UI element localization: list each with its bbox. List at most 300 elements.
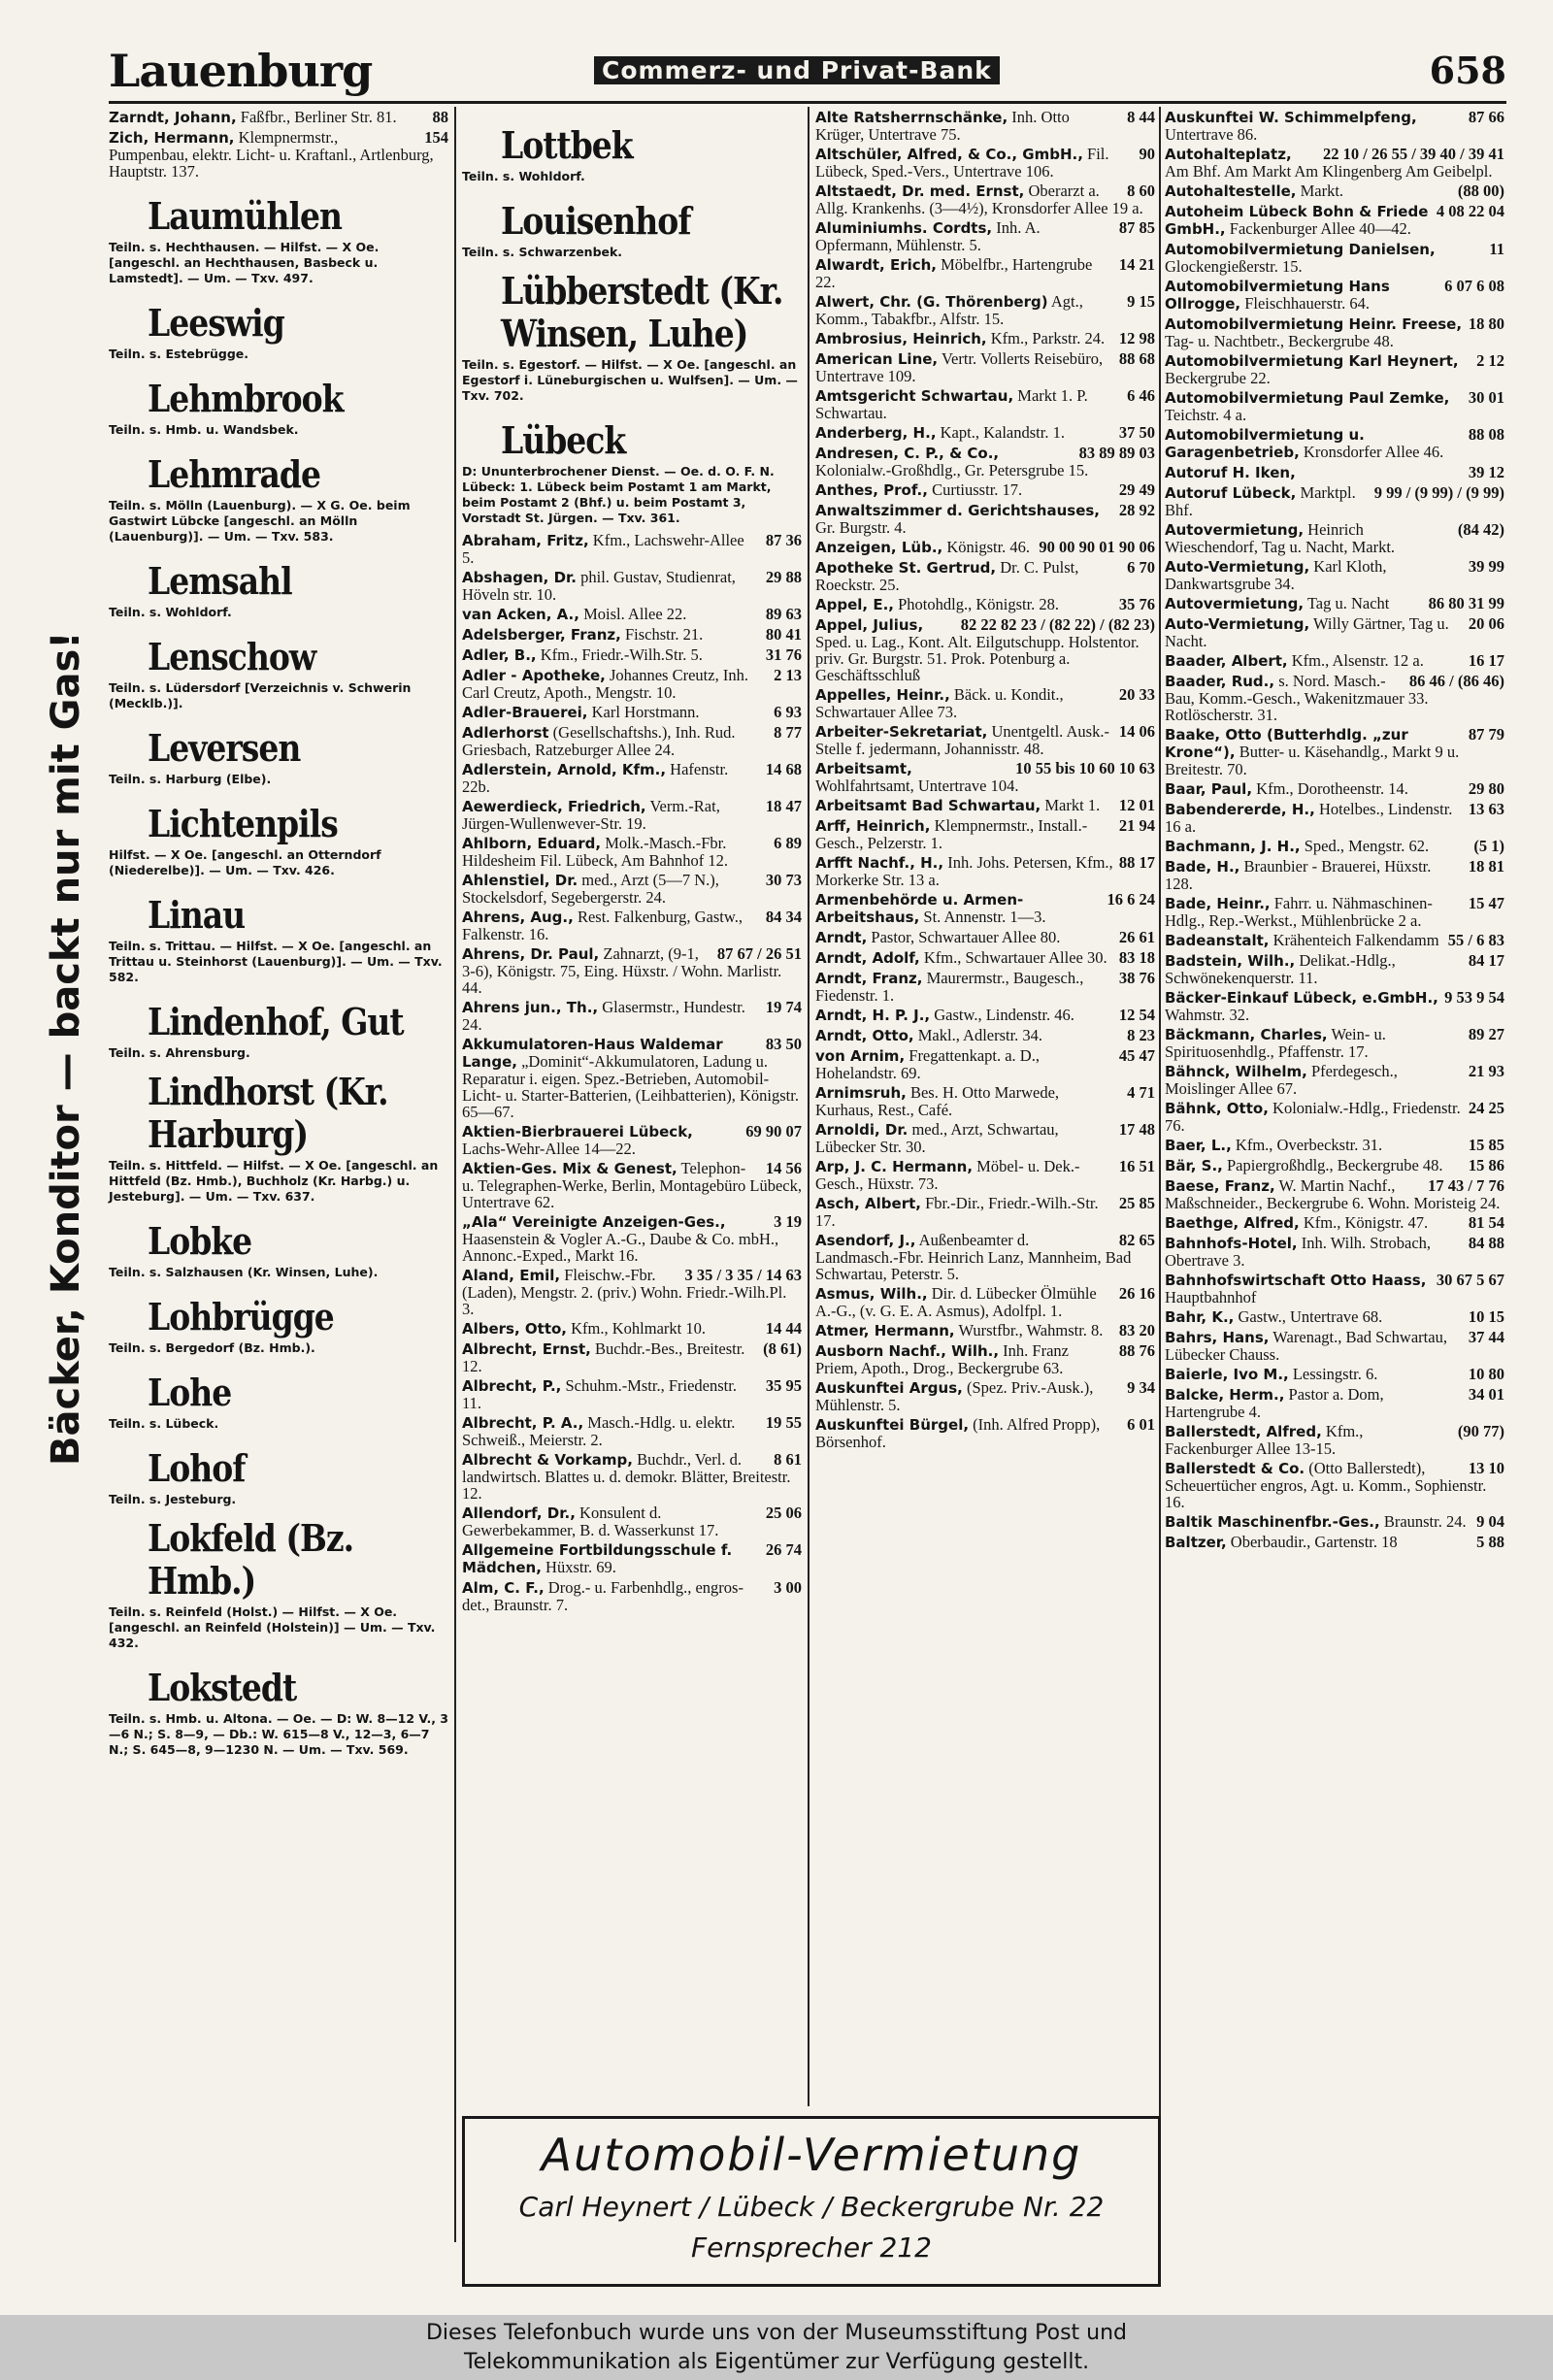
listing-description: Möbel- u. Dek.-Gesch., Hüxstr. 73. [815, 1157, 1080, 1193]
listing-entry [815, 350, 1155, 384]
listing-entry [815, 146, 1155, 180]
place-heading: Lemsahl [148, 559, 292, 603]
listing-number: 90 [1139, 145, 1155, 163]
listing-name: Adelsberger, Franz, [462, 626, 621, 644]
listing-number: 30 01 [1468, 388, 1504, 407]
listing-number: 14 44 [765, 1319, 802, 1338]
listing-description: Braunstr. 24. [1383, 1512, 1467, 1531]
listing-number: 69 90 07 [745, 1122, 802, 1140]
listing-number: 8 23 [1127, 1026, 1155, 1044]
column-divider-1 [454, 107, 456, 2242]
listing-entry [815, 1047, 1155, 1081]
listing-entry [1165, 726, 1504, 777]
listing-description: St. Annenstr. 1—3. [923, 908, 1046, 926]
listing-name: Abshagen, Dr. [462, 569, 577, 586]
listing-number: 87 67 / 26 51 [716, 944, 802, 963]
listing-name: Albrecht & Vorkamp, [462, 1451, 633, 1469]
listing-number: 87 79 [1468, 725, 1504, 744]
listing-description: Kfm., Kohlmarkt 10. [571, 1319, 706, 1338]
listing-number: 18 80 [1468, 314, 1504, 333]
listing-name: Atmer, Hermann, [815, 1322, 955, 1339]
listing-entry [815, 1322, 1155, 1339]
listing-number: 86 46 / (86 46) [1408, 672, 1504, 690]
place-info: Teiln. s. Wohldorf. [109, 605, 232, 619]
listing-entry [815, 293, 1155, 327]
listing-entry [462, 1579, 802, 1613]
listing-entry [815, 686, 1155, 720]
listing-number: 39 12 [1468, 463, 1504, 481]
listing-number: (8 61) [763, 1339, 802, 1358]
listing-description: Am Bhf. Am Markt Am Klingenberg Am Geibelpl. [1165, 162, 1493, 181]
listing-description: (Spez. Priv.-Ausk.), Mühlenstr. 5. [815, 1378, 1094, 1414]
listing-description: Fleischhauerstr. 64. [1244, 294, 1370, 313]
listing-entry [815, 760, 1155, 794]
listing-name: Abraham, Fritz, [462, 532, 589, 549]
listing-number: 154 [424, 128, 448, 147]
place-heading: Lübeck [501, 418, 626, 462]
listing-name: Amtsgericht Schwartau, [815, 387, 1014, 405]
listing-name: Bade, Heinr., [1165, 895, 1271, 912]
place-heading: Lottbek [501, 123, 633, 167]
listing-description: Fbr.-Dir., Friedr.-Wilh.-Str. 17. [815, 1194, 1099, 1230]
listing-description: Warenagt., Bad Schwartau, Lübecker Chauss. [1165, 1328, 1447, 1364]
listing-description: Dr. C. Pulst, Roeckstr. 25. [815, 558, 1079, 594]
listing-name: Arp, J. C. Hermann, [815, 1158, 974, 1175]
listing-name: Arndt, Adolf, [815, 949, 920, 967]
listing-description: Haasenstein & Vogler A.-G., Daube & Co. mbH., Annonc.-Exped., Markt 16. [462, 1230, 779, 1265]
place-info: Teiln. s. Estebrügge. [109, 347, 249, 361]
listing-name: Baake, Otto (Butterhdlg. „zur Krone“), [1165, 726, 1408, 761]
listing-entry [1165, 1460, 1504, 1510]
listing-entry [462, 835, 802, 869]
listing-name: Babendererde, H., [1165, 801, 1315, 818]
footer-notice [0, 2315, 1553, 2380]
footer-line-2: Telekommunikation als Eigentümer zur Verfügung gestellt. [463, 2350, 1090, 2374]
listing-description: Konsulent d. Gewerbekammer, B. d. Wasserkunst 17. [462, 1504, 719, 1539]
listing-description: Masch.-Hdlg. u. elektr. Schweiß., Meierstr. 2. [462, 1413, 736, 1449]
listing-description: Pastor a. Dom, Hartengrube 4. [1165, 1385, 1384, 1421]
listing-entry [1165, 1100, 1504, 1134]
place-section [109, 452, 448, 545]
listing-description: Sped., Mengstr. 62. [1304, 837, 1430, 855]
listing-description: Moisl. Allee 22. [583, 605, 687, 623]
listing-number: 39 99 [1468, 557, 1504, 576]
listing-name: Appel, Julius, [815, 616, 924, 634]
listing-name: Anthes, Prof., [815, 481, 928, 499]
listing-description: Außenbeamter d. Landmasch.-Fbr. Heinrich Lanz, Mannheim, Bad Schwartau, Peterstr. 5. [815, 1231, 1132, 1283]
listing-number: 6 07 6 08 [1444, 277, 1504, 295]
listing-description: (Otto Ballerstedt), Scheuertücher engros, Agt. u. Komm., Sophienstr. 16. [1165, 1459, 1487, 1511]
listing-entry [462, 1541, 802, 1576]
listing-entry [1165, 1366, 1504, 1383]
place-info: Teiln. s. Egestorf. — Hilfst. — X Oe. [angeschl. an Egestorf i. Lüneburgischen u. Wulfsen]. — Um. — Txv. 702. [462, 357, 798, 403]
place-heading: Lübberstedt (Kr. Winsen, Luhe) [501, 269, 783, 355]
listing-number: 14 21 [1118, 255, 1155, 274]
listing-entry [815, 970, 1155, 1004]
side-advert: Bäcker, Konditor — backt nur mit Gas! [44, 631, 88, 1466]
listing-name: Ahrens, Aug., [462, 909, 574, 926]
listing-entry [815, 1232, 1155, 1282]
listing-entry [1165, 146, 1504, 180]
listing-entry [1165, 484, 1504, 518]
listing-entry [1165, 109, 1504, 143]
listing-number: 83 18 [1118, 948, 1155, 967]
listing-description: Gastw., Lindenstr. 46. [934, 1006, 1074, 1024]
listing-number: 38 76 [1118, 969, 1155, 987]
listing-entry [815, 1379, 1155, 1413]
listing-number: 80 41 [765, 625, 802, 644]
place-heading: Leversen [148, 726, 301, 770]
listing-name: Arnoldi, Dr. [815, 1121, 909, 1139]
listing-description: Rest. Falkenburg, Gastw., Falkenstr. 16. [462, 908, 743, 943]
listing-description: Tag- u. Nachtbetr., Beckergrube 48. [1165, 332, 1394, 350]
listing-name: Automobilvermietung Hans Ollrogge, [1165, 278, 1390, 313]
listing-entry [1165, 801, 1504, 835]
listing-number: 8 44 [1127, 108, 1155, 126]
listing-entry [815, 1342, 1155, 1376]
listing-number: 3 00 [774, 1578, 802, 1597]
listing-number: 6 89 [774, 834, 802, 852]
listing-number: 87 36 [765, 531, 802, 549]
listing-description: Heinrich Wieschendorf, Tag u. Nacht, Markt. [1165, 520, 1396, 556]
listing-description: Dir. d. Lübecker Ölmühle A.-G., (v. G. E. A. Asmus), Adolfpl. 1. [815, 1284, 1097, 1320]
listing-number: 82 22 82 23 / (82 22) / (82 23) [960, 615, 1155, 634]
listing-number: 14 56 [765, 1159, 802, 1177]
listing-entry [1165, 858, 1504, 892]
listing-number: (5 1) [1473, 837, 1504, 855]
listing-number: 89 63 [765, 605, 802, 623]
listing-number: 8 61 [774, 1450, 802, 1469]
place-info: Teiln. s. Lübeck. [109, 1416, 219, 1431]
place-info: D: Ununterbrochener Dienst. — Oe. d. O. F. N. Lübeck: 1. Lübeck beim Postamt 1 am Markt, beim Postamt 2 (Bhf.) u. beim Postamt 3, Vorstadt St. Jürgen. — Txv. 361. [462, 464, 775, 525]
place-info: Teiln. s. Lüdersdorf [Verzeichnis v. Schwerin (Mecklb.)]. [109, 680, 412, 711]
listing-description: Hauptbahnhof [1165, 1288, 1257, 1306]
listing-description: Klempnermstr., Pumpenbau, elektr. Licht- u. Kraftanl., Artlenburg, Hauptstr. 137. [109, 128, 434, 181]
listing-entry [815, 330, 1155, 347]
listing-entry [815, 481, 1155, 499]
listing-number: 17 48 [1118, 1120, 1155, 1139]
listing-name: Bade, H., [1165, 858, 1240, 876]
listing-name: Autohalteplatz, [1165, 146, 1292, 163]
listing-number: 19 74 [765, 998, 802, 1016]
listing-description: Hotelbes., Lindenstr. 16 a. [1165, 800, 1453, 836]
listing-entry [815, 1416, 1155, 1450]
listing-entry [462, 1036, 802, 1120]
place-info: Teiln. s. Schwarzenbek. [462, 245, 623, 259]
place-info: Teiln. s. Mölln (Lauenburg). — X G. Oe. beim Gastwirt Lübcke [angeschl. an Mölln (Lauenburg)]. — Um. — Txv. 583. [109, 498, 411, 544]
place-info: Teiln. s. Trittau. — Hilfst. — X Oe. [angeschl. an Trittau u. Steinhorst (Lauenburg)]. — Um. — Txv. 582. [109, 939, 443, 984]
place-heading: Lokfeld (Bz. Hmb.) [148, 1516, 354, 1603]
listing-number: 90 00 90 01 90 06 [1039, 538, 1155, 556]
listing-number: 9 99 / (9 99) / (9 99) [1373, 483, 1504, 502]
listing-entry [1165, 1272, 1504, 1306]
page-header [109, 45, 1506, 101]
listing-entry [462, 999, 802, 1033]
listing-description: Kfm., Königstr. 47. [1303, 1213, 1429, 1232]
listing-entry [815, 109, 1155, 143]
listing-name: Alwert, Chr. (G. Thörenberg) [815, 293, 1048, 311]
listing-entry [815, 891, 1155, 926]
listing-number: 3 35 / 3 35 / 14 63 [684, 1266, 802, 1284]
listing-number: 35 76 [1118, 595, 1155, 613]
listing-description: Zahnarzt, (9-1, 3-6), Königstr. 75, Eing. Hüxstr. / Wohn. Marlistr. 44. [462, 944, 782, 997]
listing-number: (88 00) [1457, 182, 1504, 200]
listing-description: Fleischw.-Fbr. (Laden), Mengstr. 2. (priv.) Wohn. Friedr.-Wilh.Pl. 3. [462, 1266, 787, 1318]
listing-name: Albrecht, Ernst, [462, 1340, 591, 1358]
listing-description: med., Arzt (5—7 N.), Stockelsdorf, Segebergerstr. 24. [462, 871, 719, 907]
listing-name: Albrecht, P. A., [462, 1414, 584, 1432]
listing-description: Makl., Adlerstr. 34. [917, 1026, 1043, 1044]
listing-entry [109, 109, 448, 126]
place-heading: Linau [148, 893, 246, 937]
listing-name: Anwaltszimmer d. Gerichtshauses, [815, 502, 1100, 519]
listing-number: 24 25 [1468, 1099, 1504, 1117]
listing-name: Zarndt, Johann, [109, 109, 237, 126]
listing-entry [815, 502, 1155, 536]
listing-description: Fil. Lübeck, Sped.-Vers., Untertrave 106. [815, 145, 1109, 181]
listing-entry [1165, 1137, 1504, 1154]
running-head-title: Lauenburg [109, 45, 373, 97]
listing-description: Sped. u. Lag., Kont. Alt. Eilgutschupp. Holstentor. priv. Gr. Burgstr. 51. Prok. Potenburg a. Geschäftsschluß [815, 633, 1140, 684]
listing-number: 15 85 [1468, 1136, 1504, 1154]
header-rule [109, 101, 1506, 104]
listing-entry [815, 1195, 1155, 1229]
listing-number: (84 42) [1457, 520, 1504, 539]
listing-name: Arfft Nachf., H., [815, 854, 944, 872]
place-section [109, 1000, 448, 1061]
listing-name: Arbeitsamt Bad Schwartau, [815, 797, 1041, 814]
place-section [109, 1295, 448, 1356]
place-heading: Lokstedt [148, 1666, 297, 1709]
place-heading: Lobke [148, 1219, 252, 1263]
listing-number: 88 68 [1118, 349, 1155, 368]
listing-description: Kfm., Fackenburger Allee 13-15. [1165, 1422, 1364, 1458]
listing-name: Alte Ratsherrnschänke, [815, 109, 1008, 126]
listing-number: 26 61 [1118, 928, 1155, 946]
listing-entry [462, 909, 802, 942]
listing-number: 22 10 / 26 55 / 39 40 / 39 41 [1322, 145, 1504, 163]
listing-name: Ballerstedt, Alfred, [1165, 1423, 1322, 1440]
listing-number: 20 06 [1468, 614, 1504, 633]
place-info: Teiln. s. Bergedorf (Bz. Hmb.). [109, 1340, 315, 1355]
listing-name: Adler, B., [462, 646, 537, 664]
listing-name: Ambrosius, Heinrich, [815, 330, 987, 347]
listing-name: Akkumulatoren-Haus Waldemar Lange, [462, 1036, 723, 1071]
place-info: Teiln. s. Hmb. u. Altona. — Oe. — D: W. 8—12 V., 3—6 N.; S. 8—9, — Db.: W. 615—8 V., 12—3, 6—7 N.; S. 645—8, 9—1230 N. — Um. — Txv. 569. [109, 1711, 448, 1757]
listing-name: Baar, Paul, [1165, 780, 1253, 798]
listing-number: 17 43 / 7 76 [1428, 1176, 1504, 1195]
listing-description: Unentgeltl. Ausk.-Stelle f. jedermann, Johannisstr. 48. [815, 722, 1109, 758]
listing-description: Karl Kloth, Dankwartsgrube 34. [1165, 557, 1387, 593]
listing-number: 88 [432, 108, 448, 126]
listing-description: Schuhm.-Mstr., Friedenstr. 11. [462, 1376, 737, 1412]
place-heading: Lenschow [148, 635, 316, 678]
place-heading: Laumühlen [148, 194, 343, 238]
listing-name: Asch, Albert, [815, 1195, 921, 1212]
listing-description: Marktpl. Bhf. [1165, 483, 1356, 519]
listing-name: Auto-Vermietung, [1165, 558, 1310, 576]
listing-description: Fischstr. 21. [624, 625, 704, 644]
column-3 [815, 109, 1155, 1453]
listing-description: Kfm., Schwartauer Allee 30. [923, 948, 1107, 967]
place-section [109, 377, 448, 438]
listing-entry [462, 724, 802, 758]
place-section [109, 802, 448, 878]
listing-entry [815, 929, 1155, 946]
place-heading: Lindhorst (Kr. Harburg) [148, 1070, 388, 1156]
place-heading: Lohbrügge [148, 1295, 334, 1339]
listing-number: 82 65 [1118, 1231, 1155, 1249]
listing-entry [462, 1504, 802, 1538]
place-info: Hilfst. — X Oe. [angeschl. an Otterndorf (Niederelbe)]. — Um. — Txv. 426. [109, 847, 381, 877]
listing-entry [1165, 558, 1504, 592]
listing-description: W. Martin Nachf., Maßschneider., Beckergrube 6. Wohn. Moristeig 24. [1165, 1176, 1501, 1212]
listing-name: Autoruf H. Iken, [1165, 464, 1296, 481]
listing-name: Baierle, Ivo M., [1165, 1366, 1289, 1383]
listing-description: Telephon- u. Telegraphen-Werke, Berlin, Montagebüro Lübeck, Untertrave 62. [462, 1159, 803, 1211]
listing-entry [1165, 1235, 1504, 1269]
place-section [462, 199, 802, 260]
listing-description: Kolonialw.-Hdlg., Friedenstr. 76. [1165, 1099, 1461, 1135]
listing-number: 29 49 [1118, 480, 1155, 499]
listing-name: Bäckmann, Charles, [1165, 1026, 1328, 1043]
listing-number: 10 80 [1468, 1365, 1504, 1383]
listing-description: Glockengießerstr. 15. [1165, 257, 1303, 276]
listing-number: 13 63 [1468, 800, 1504, 818]
listing-number: 31 76 [765, 645, 802, 664]
listing-number: 84 17 [1468, 951, 1504, 970]
place-info: Teiln. s. Hechthausen. — Hilfst. — X Oe. [angeschl. an Hechthausen, Basbeck u. Lamstedt]. — Um. — Txv. 497. [109, 240, 380, 285]
listing-entry [815, 1027, 1155, 1044]
place-heading: Lohe [148, 1371, 232, 1414]
listing-number: 11 [1489, 240, 1504, 258]
listing-number: 3 19 [774, 1212, 802, 1231]
listing-description: Gr. Burgstr. 4. [815, 518, 907, 537]
listing-name: Ahlborn, Eduard, [462, 835, 602, 852]
listing-number: 8 77 [774, 723, 802, 742]
listing-description: Untertrave 86. [1165, 125, 1258, 144]
listing-description: (Gesellschaftshs.), Inh. Rud. Griesbach, Ratzeburger Allee 24. [462, 723, 736, 759]
listing-description: Kolonialw.-Großhdlg., Gr. Petersgrube 15. [815, 461, 1089, 479]
place-info: Teiln. s. Wohldorf. [462, 169, 585, 183]
listing-description: Pastor, Schwartauer Allee 80. [871, 928, 1061, 946]
listing-entry [1165, 315, 1504, 349]
listing-entry [462, 1267, 802, 1317]
footer-line-1: Dieses Telefonbuch wurde uns von der Museumsstiftung Post und [425, 2321, 1128, 2345]
listing-number: 30 73 [765, 871, 802, 889]
listing-entry [462, 872, 802, 906]
place-heading: Louisenhof [501, 199, 691, 243]
place-heading: Lohof [148, 1446, 246, 1490]
listing-description: Kfm., Friedr.-Wilh.Str. 5. [540, 645, 703, 664]
listing-name: Automobilvermietung Heinr. Freese, [1165, 315, 1463, 333]
listing-description: Kapt., Kalandstr. 1. [940, 423, 1065, 442]
place-section [109, 1371, 448, 1432]
listing-name: Automobilvermietung Paul Zemke, [1165, 389, 1450, 407]
listing-number: 30 67 5 67 [1436, 1271, 1504, 1289]
listing-number: 88 08 [1468, 425, 1504, 444]
listing-name: Baese, Franz, [1165, 1177, 1275, 1195]
listing-number: 12 98 [1118, 329, 1155, 347]
place-section [109, 1446, 448, 1507]
listing-number: 28 92 [1118, 501, 1155, 519]
listing-description: Königstr. 46. [946, 538, 1031, 556]
listing-description: Inh. A. Opfermann, Mühlenstr. 5. [815, 218, 1041, 254]
listing-description: phil. Gustav, Studienrat, Höveln str. 10. [462, 568, 736, 604]
listing-description: Vertr. Vollerts Reisebüro, Untertrave 109. [815, 349, 1104, 385]
listing-name: Aluminiumhs. Cordts, [815, 219, 993, 237]
listing-name: Arff, Heinrich, [815, 817, 931, 835]
listing-entry [1165, 595, 1504, 612]
listing-number: 13 10 [1468, 1459, 1504, 1477]
listing-name: Zich, Hermann, [109, 129, 235, 147]
page-number: 658 [1429, 49, 1506, 92]
listing-entry [1165, 1534, 1504, 1551]
place-section [109, 726, 448, 787]
listing-number: 81 54 [1468, 1213, 1504, 1232]
listing-name: „Ala“ Vereinigte Anzeigen-Ges., [462, 1213, 726, 1231]
listing-name: American Line, [815, 350, 939, 368]
listing-name: Arndt, [815, 929, 868, 946]
place-section [109, 1666, 448, 1758]
listing-entry [815, 596, 1155, 613]
listing-name: Badstein, Wilh., [1165, 952, 1296, 970]
listing-description: Molk.-Masch.-Fbr. Hildesheim Fil. Lübeck, Am Bahnhof 12. [462, 834, 729, 870]
listing-description: Photohdlg., Königstr. 28. [898, 595, 1060, 613]
listing-description: Kfm., Alsenstr. 12 a. [1291, 651, 1424, 670]
place-info: Teiln. s. Reinfeld (Holst.) — Hilfst. — X Oe. [angeschl. an Reinfeld (Holstein)] — Um. — Txv. 432. [109, 1604, 436, 1650]
listing-name: Adler-Brauerei, [462, 704, 588, 721]
listing-entry [462, 704, 802, 721]
listing-entry [815, 424, 1155, 442]
listing-name: Armenbehörde u. Armen-Arbeitshaus, [815, 891, 1024, 926]
listing-description: Kfm., Lachswehr-Allee 5. [462, 531, 744, 567]
listing-name: Aland, Emil, [462, 1267, 561, 1284]
listing-entry [815, 723, 1155, 757]
listing-name: Adlerhorst [462, 724, 549, 742]
listing-number: 16 51 [1118, 1157, 1155, 1175]
listing-name: Baethge, Alfred, [1165, 1214, 1300, 1232]
listing-entry [815, 387, 1155, 421]
listing-name: Anzeigen, Lüb., [815, 539, 943, 556]
listing-number: 88 76 [1118, 1341, 1155, 1360]
listing-description: Drog.- u. Farbenhdlg., engros-det., Braunstr. 7. [462, 1578, 743, 1614]
place-heading: Lichtenpils [148, 802, 338, 845]
listing-number: 4 71 [1127, 1083, 1155, 1102]
listing-description: Bäck. u. Kondit., Schwartauer Allee 73. [815, 685, 1064, 721]
listing-number: 45 47 [1118, 1046, 1155, 1065]
listing-description: Faßfbr., Berliner Str. 81. [240, 108, 397, 126]
listing-name: Baltik Maschinenfbr.-Ges., [1165, 1513, 1380, 1531]
listing-entry [1165, 932, 1504, 949]
listing-description: Wurstfbr., Wahmstr. 8. [958, 1321, 1104, 1339]
listing-description: Möbelfbr., Hartengrube 22. [815, 255, 1093, 291]
advert-box [462, 2116, 1161, 2287]
listing-name: Allendorf, Dr., [462, 1504, 576, 1522]
listing-name: Arbeitsamt, [815, 760, 912, 777]
listing-number: 18 81 [1468, 857, 1504, 876]
listing-entry [1165, 521, 1504, 555]
listing-entry [815, 616, 1155, 683]
place-heading: Leeswig [148, 301, 284, 345]
listing-number: 29 88 [765, 568, 802, 586]
listing-number: 12 01 [1118, 796, 1155, 814]
listing-name: Auskunftei W. Schimmelpfeng, [1165, 109, 1417, 126]
listing-entry [1165, 1063, 1504, 1097]
listing-description: Wohlfahrtsamt, Untertrave 104. [815, 777, 1019, 795]
listing-number: 4 08 22 04 [1436, 202, 1504, 220]
listing-description: Oberbaudir., Gartenstr. 18 [1230, 1533, 1398, 1551]
